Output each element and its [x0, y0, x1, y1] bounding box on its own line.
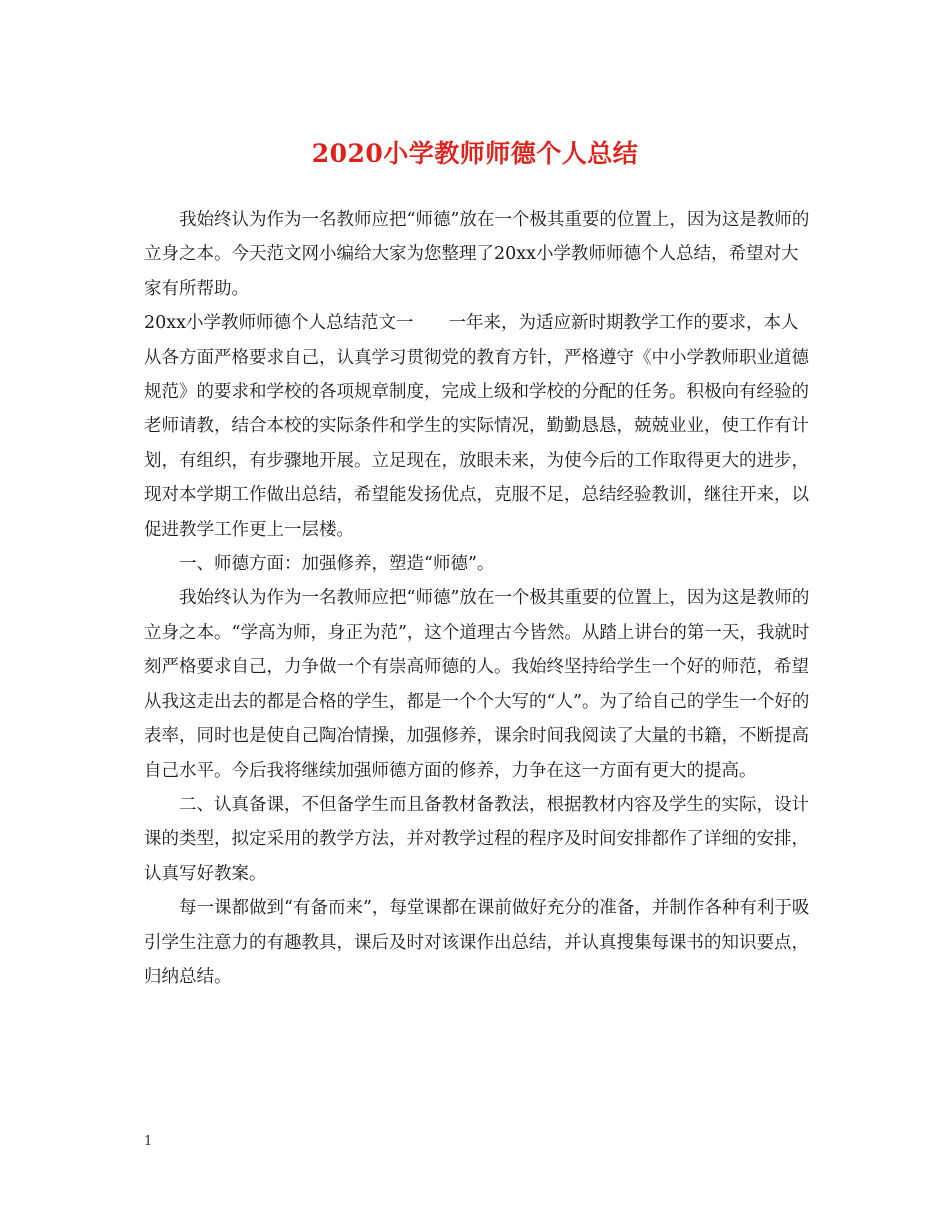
page-number: 1	[144, 1134, 153, 1149]
class-prep-paragraph: 每一课都做到“有备而来”，每堂课都在课前做好充分的准备，并制作各种有利于吸引学生注意力的有趣教具，课后及时对该课作出总结，并认真搜集每课书的知识要点，归纳总结。	[144, 898, 810, 987]
ethics-paragraph: 我始终认为作为一名教师应把“师德”放在一个极其重要的位置上，因为这是教师的立身之本。“学高为师，身正为范”，这个道理古今皆然。从踏上讲台的第一天，我就时刻严格要求自己，力争做一个有崇高师德的人。我始终坚持给学生一个好的师范，希望从我这走出去的都是合格的学生，都是一个个大写的“人”。为了给自己的学生一个好的表率，同时也是使自己陶冶情操，加强修养，课余时间我阅读了大量的书籍，不断提高自己水平。今后我将继续加强师德方面的修养，力争在这一方面有更大的提高。	[144, 588, 810, 781]
lesson-prep-paragraph: 二、认真备课，不但备学生而且备教材备教法，根据教材内容及学生的实际，设计课的类型，拟定采用的教学方法，并对教学过程的程序及时间安排都作了详细的安排，认真写好教案。	[144, 794, 809, 884]
intro-paragraph: 我始终认为作为一名教师应把“师德”放在一个极其重要的位置上，因为这是教师的立身之本。今天范文网小编给大家为您整理了20xx小学教师师德个人总结，希望对大家有所帮助。	[144, 210, 810, 299]
section-heading-ethics: 一、师德方面：加强修养，塑造“师德”。	[179, 554, 495, 575]
summary-paragraph: 20xx小学教师师德个人总结范文一 一年来，为适应新时期教学工作的要求，本人从各方面严格要求自己，认真学习贯彻党的教育方针，严格遵守《中小学教师职业道德规范》的要求和学校的各项规章制度，完成上级和学校的分配的任务。积极向有经验的老师请教，结合本校的实际条件和学生的实际情况，勤勤恳恳，兢兢业业，使工作有计划，有组织，有步骤地开展。立足现在，放眼未来，为使今后的工作取得更大的进步，现对本学期工作做出总结，希望能发扬优点，克服不足，总结经验教训，继往开来，以促进教学工作更上一层楼。	[144, 313, 809, 540]
document-title: 2020小学教师师德个人总结	[311, 139, 639, 168]
document-body	[144, 203, 812, 994]
